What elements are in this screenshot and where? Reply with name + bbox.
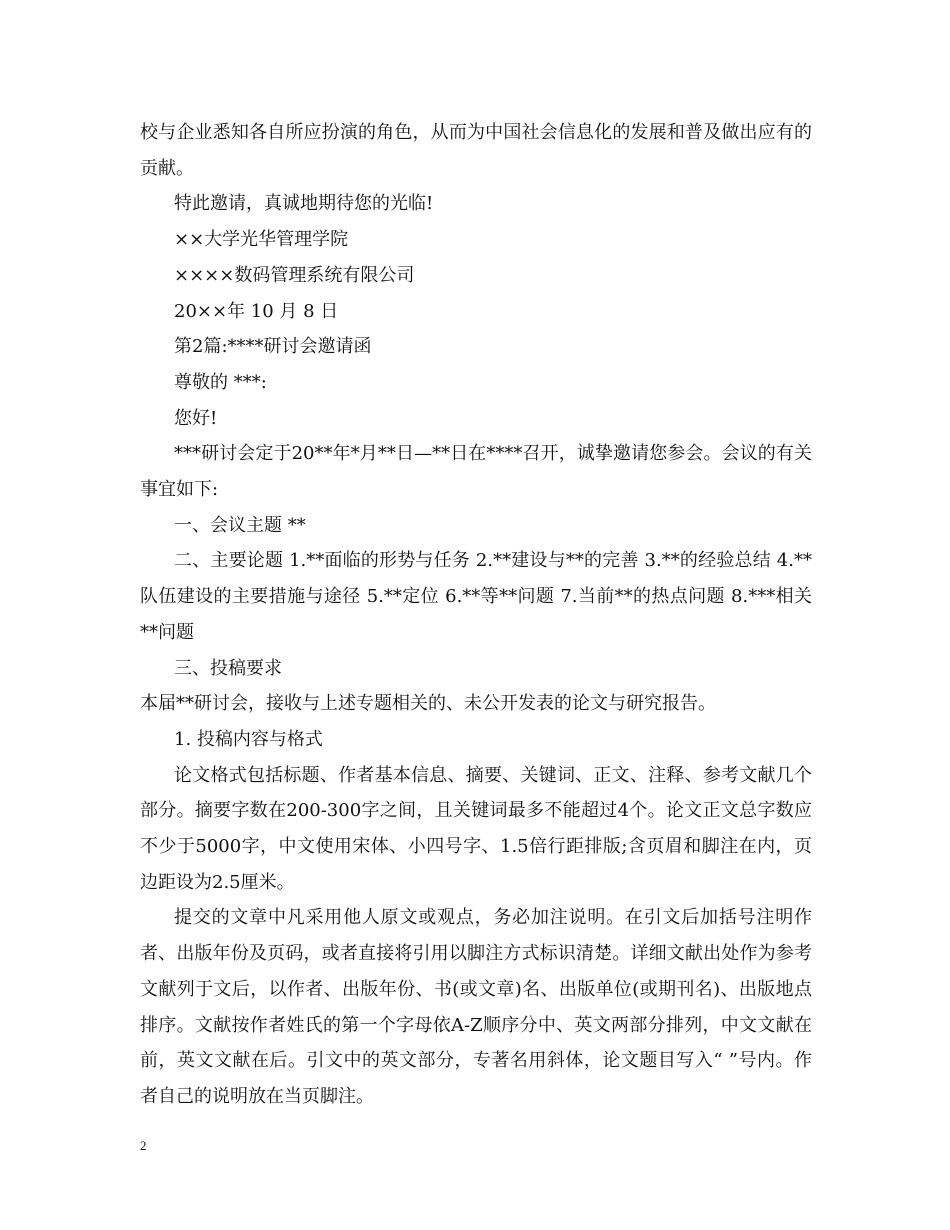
subheading: 1. 投稿内容与格式 bbox=[174, 728, 323, 750]
paragraph: 提交的文章中凡采用他人原文或观点，务必加注说明。在引文后加括号注明作者、出版年份及页码，或者直接将引用以脚注方式标识清楚。详细文献出处作为参考文献列于文后，以作者、出版年份、书(或文章)名、出版单位(或期刊名)、出版地点排序。文献按作者姓氏的第一个字母依A-Z顺序分中、英文两部分排列，中文文献在前，英文文献在后。引文中的英文部分，专著名用斜体，论文题目写入“ ”号内。作者自己的说明放在当页脚注。 bbox=[140, 907, 812, 1107]
paragraph: 20××年 10 月 8 日 bbox=[174, 300, 339, 322]
heading: 三、投稿要求 bbox=[174, 657, 282, 679]
paragraph: 本届**研讨会，接收与上述专题相关的、未公开发表的论文与研究报告。 bbox=[140, 693, 716, 715]
paragraph: 二、主要论题 1.**面临的形势与任务 2.**建设与**的完善 3.**的经验总结 4.**队伍建设的主要措施与途径 5.**定位 6.**等**问题 7.当前**的热点问题 8.***相关**问题 bbox=[140, 550, 812, 643]
salutation: 尊敬的 ***: bbox=[174, 371, 267, 393]
paragraph: 校与企业悉知各自所应扮演的角色，从而为中国社会信息化的发展和普及做出应有的贡献。 bbox=[140, 122, 812, 179]
greeting: 您好! bbox=[174, 407, 218, 429]
document-body bbox=[140, 115, 812, 1115]
page-number: 2 bbox=[140, 1138, 147, 1153]
paragraph: 论文格式包括标题、作者基本信息、摘要、关键词、正文、注释、参考文献几个部分。摘要字数在200-300字之间，且关键词最多不能超过4个。论文正文总字数应不少于5000字，中文使用宋体、小四号字、1.5倍行距排版;含页眉和脚注在内，页边距设为2.5厘米。 bbox=[140, 764, 812, 893]
paragraph: ××××数码管理系统有限公司 bbox=[174, 264, 415, 286]
paragraph: ××大学光华管理学院 bbox=[174, 229, 349, 251]
paragraph: 特此邀请，真诚地期待您的光临! bbox=[174, 193, 434, 215]
section-title: 第2篇:****研讨会邀请函 bbox=[174, 336, 372, 358]
paragraph: ***研讨会定于20**年*月**日—**日在****召开，诚挚邀请您参会。会议的有关事宜如下: bbox=[140, 443, 812, 501]
heading: 一、会议主题 ** bbox=[174, 514, 306, 536]
